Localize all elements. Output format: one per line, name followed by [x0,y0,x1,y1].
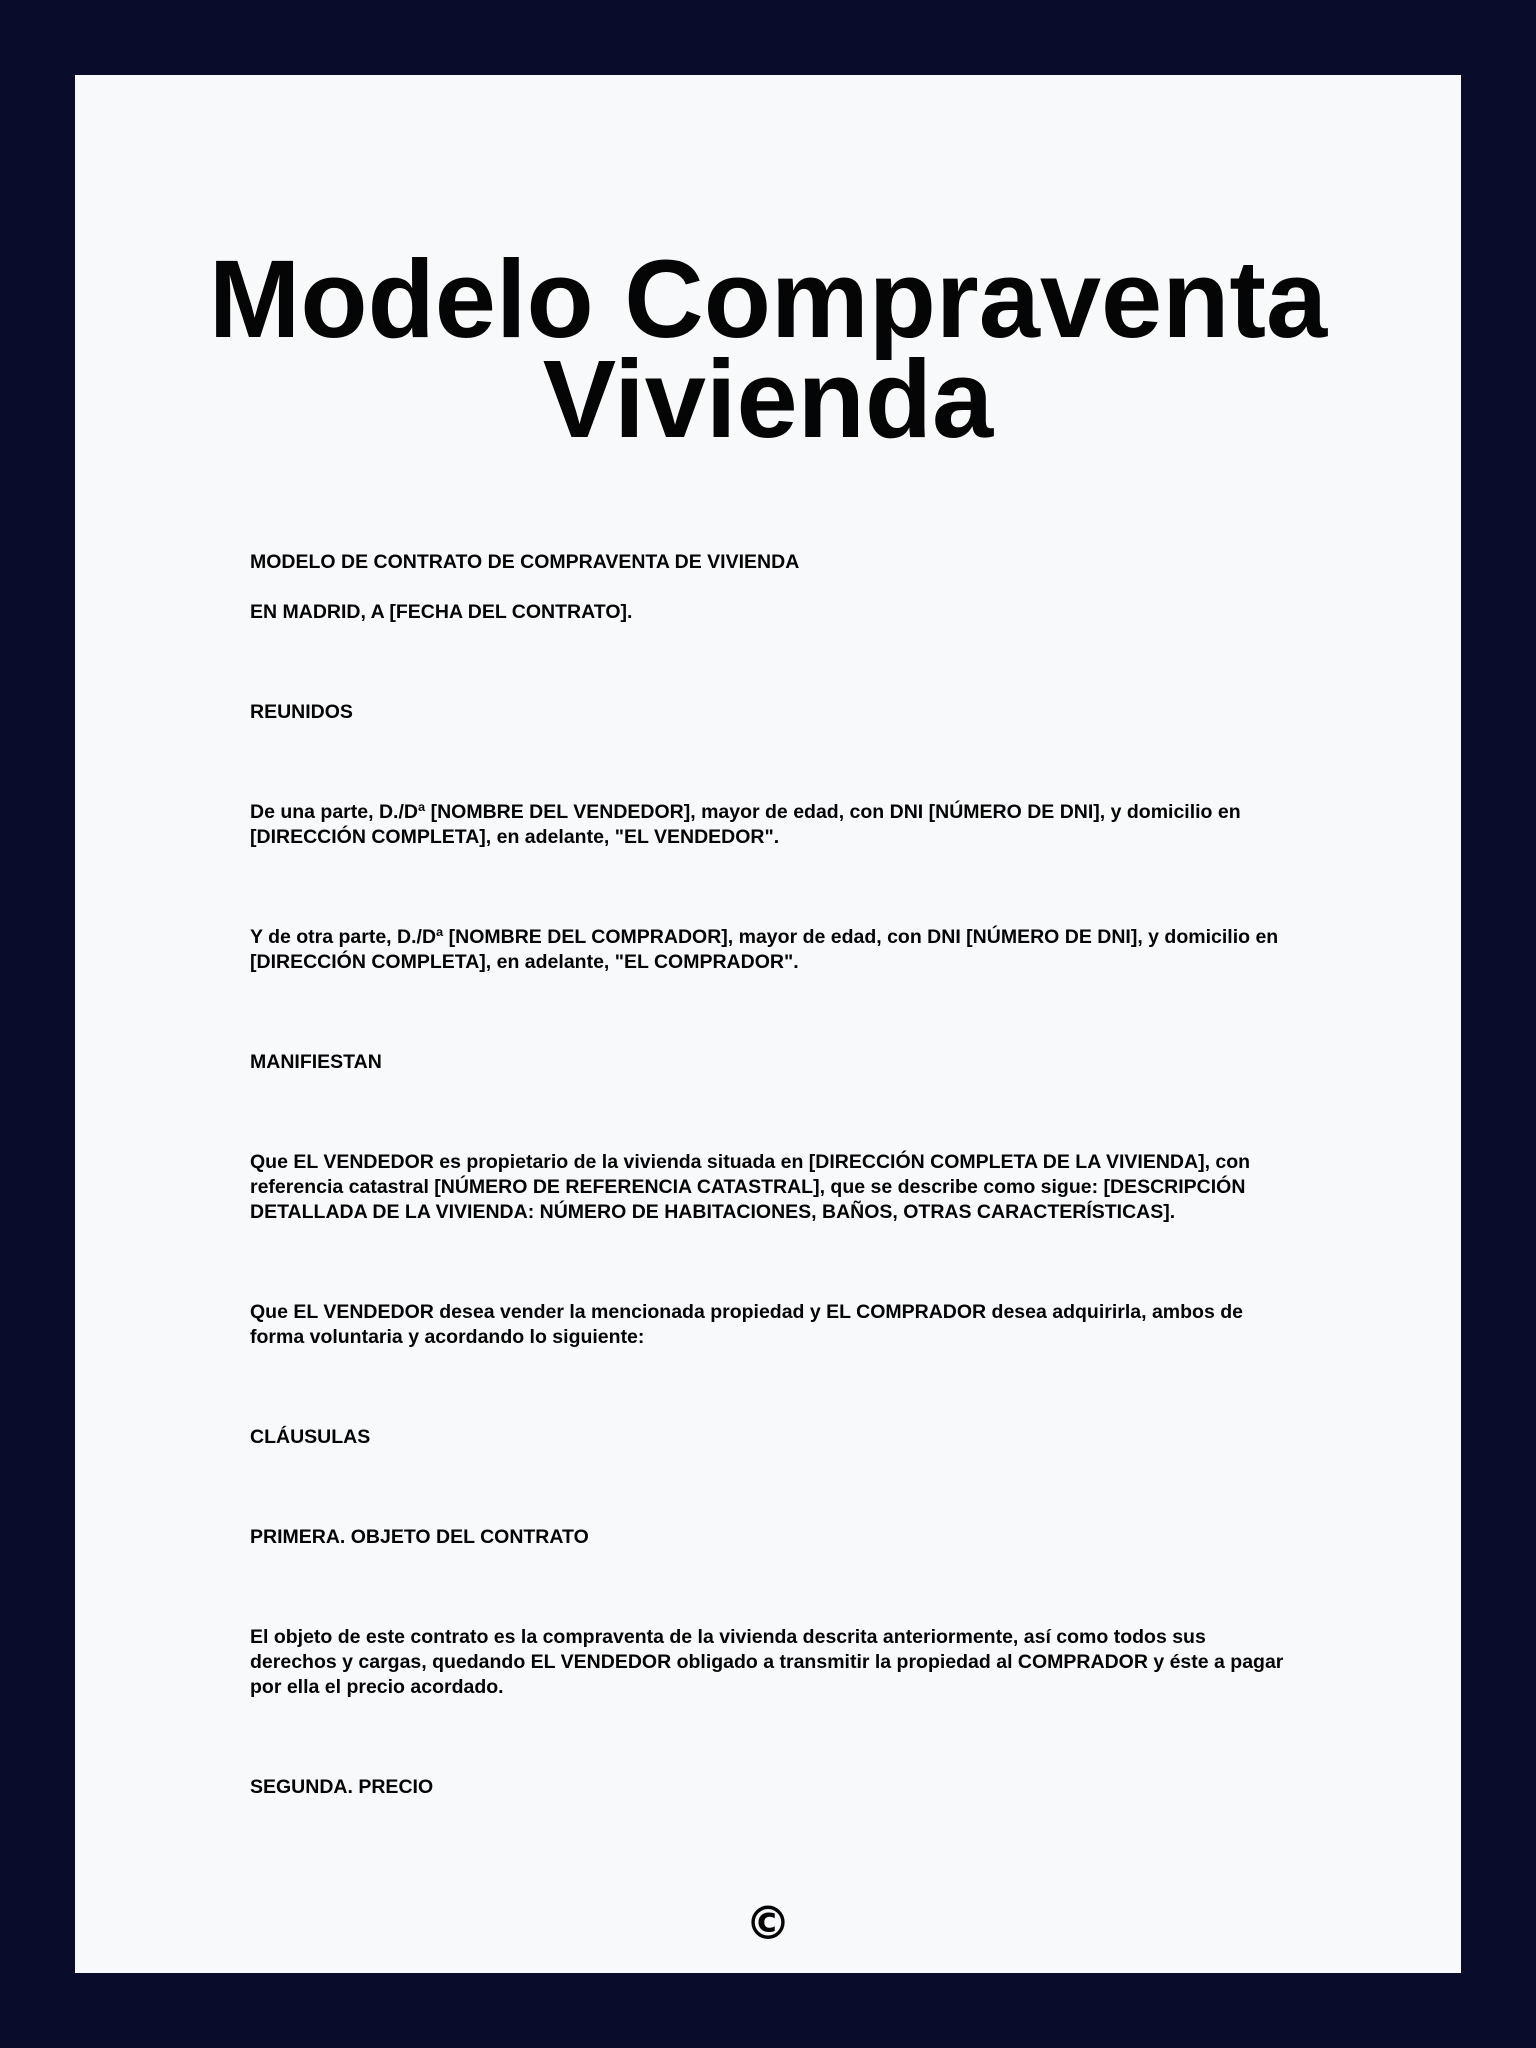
document-page [75,75,1461,1973]
agreement-paragraph: Que EL VENDEDOR desea vender la mencionada propiedad y EL COMPRADOR desea adquirirla, ambos de forma voluntaria y acordando lo siguiente: [250,1301,1243,1348]
clause-second-heading: SEGUNDA. PRECIO [250,1776,434,1798]
clause-first-heading: PRIMERA. OBJETO DEL CONTRATO [250,1526,589,1548]
document-title: Modelo Compraventa Vivienda [208,238,1328,461]
contract-location-date: EN MADRID, A [FECHA DEL CONTRATO]. [250,601,633,623]
section-reunidos: REUNIDOS [250,701,353,723]
section-manifiestan: MANIFIESTAN [250,1051,382,1073]
contract-heading: MODELO DE CONTRATO DE COMPRAVENTA DE VIVIENDA [250,551,800,573]
section-clausulas: CLÁUSULAS [250,1426,371,1448]
copyright-icon: © [745,1896,791,1950]
property-description-paragraph: Que EL VENDEDOR es propietario de la vivienda situada en [DIRECCIÓN COMPLETA DE LA VIVIENDA], con referencia catastral [NÚMERO DE REFERENCIA CATASTRAL], que se describe como sigue: [DESCRIPCIÓN DETALLADA DE LA VIVIENDA: NÚMERO DE HABITACIONES, BAÑOS, OTRAS CARACTERÍSTICAS]. [250,1151,1251,1223]
clause-first-body: El objeto de este contrato es la compraventa de la vivienda descrita anteriormente, así como todos sus derechos y cargas, quedando EL VENDEDOR obligado a transmitir la propiedad al COMPRADOR y éste a pagar por ella el precio acordado. [250,1626,1284,1698]
seller-paragraph: De una parte, D./Dª [NOMBRE DEL VENDEDOR], mayor de edad, con DNI [NÚMERO DE DNI], y domicilio en [DIRECCIÓN COMPLETA], en adelante, "EL VENDEDOR". [250,801,1241,848]
buyer-paragraph: Y de otra parte, D./Dª [NOMBRE DEL COMPRADOR], mayor de edad, con DNI [NÚMERO DE DNI], y domicilio en [DIRECCIÓN COMPLETA], en adelante, "EL COMPRADOR". [250,926,1279,973]
